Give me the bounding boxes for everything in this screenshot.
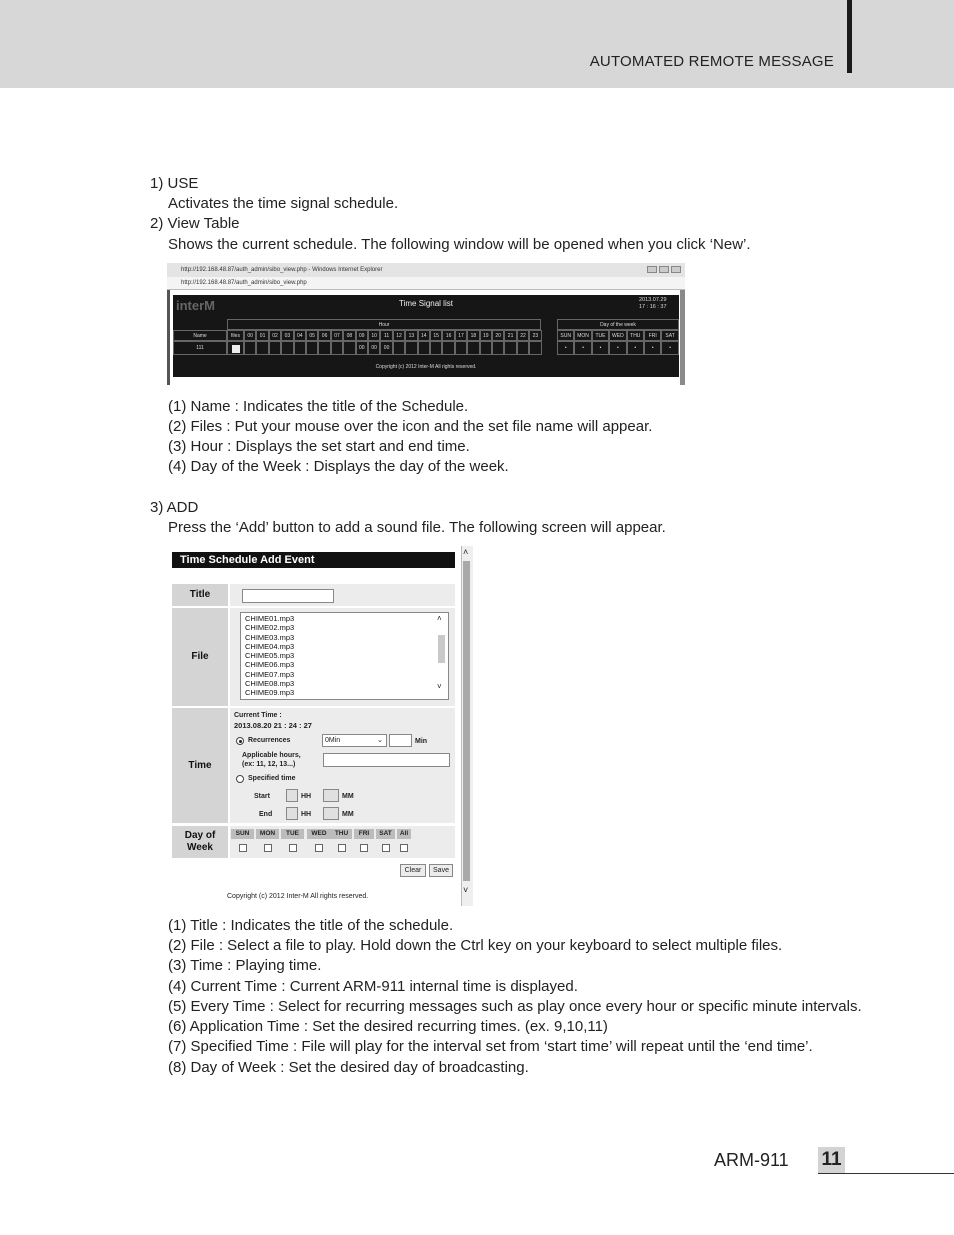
- hour-cell: [418, 341, 430, 355]
- hour-cell: [455, 341, 467, 355]
- clock-readout: [639, 297, 679, 311]
- hour-header-18: 18: [467, 330, 479, 341]
- music-note-icon[interactable]: [232, 345, 240, 353]
- file-option[interactable]: CHIME09.mp3: [245, 688, 295, 698]
- title-input[interactable]: [242, 589, 334, 603]
- file-label: File: [172, 608, 228, 706]
- files-column-header: files: [227, 330, 244, 341]
- hour-header-03: 03: [281, 330, 293, 341]
- day-group-header: Day of the week: [557, 319, 679, 330]
- day-header-fri: FRI: [644, 330, 661, 341]
- end-label: End: [259, 811, 273, 818]
- view-item-4: (4) Day of the Week : Displays the day of the week.: [168, 458, 509, 475]
- day-label-tue: TUE: [281, 829, 304, 839]
- chevron-down-icon[interactable]: ˅: [463, 885, 469, 895]
- day-of-week-label-line1: Day of: [184, 830, 216, 841]
- day-of-week-label: [172, 826, 228, 858]
- listbox-scroll-thumb[interactable]: [438, 635, 445, 663]
- header-title: AUTOMATED REMOTE MESSAGE: [589, 53, 834, 70]
- day-header-mon: MON: [574, 330, 591, 341]
- end-hh-label: HH: [301, 811, 312, 818]
- day-dot-icon: •: [661, 341, 678, 355]
- file-option[interactable]: CHIME03.mp3: [245, 632, 295, 642]
- hour-header-19: 19: [480, 330, 492, 341]
- specified-time-label: Specified time: [248, 775, 296, 782]
- section-use-heading: 1) USE: [150, 175, 199, 192]
- section-add-heading: 3) ADD: [150, 499, 199, 516]
- day-label-sun: SUN: [231, 829, 254, 839]
- day-dot-icon: •: [574, 341, 591, 355]
- hour-cell: [480, 341, 492, 355]
- browser-address-bar[interactable]: [167, 277, 685, 290]
- hour-cell: [269, 341, 281, 355]
- day-dot-icon: •: [609, 341, 626, 355]
- day-label-fri: FRI: [354, 829, 374, 839]
- add-item-6: (6) Application Time : Set the desired recurring times. (ex. 9,10,11): [168, 1018, 608, 1035]
- chevron-down-icon[interactable]: ˅: [437, 682, 442, 691]
- day-label-wed: WED: [307, 829, 331, 839]
- add-item-3: (3) Time : Playing time.: [168, 957, 322, 974]
- hour-cell: [504, 341, 516, 355]
- applicable-hours-label: Applicable hours,: [242, 752, 301, 759]
- hour-header-11: 11: [380, 330, 392, 341]
- hour-header-08: 08: [343, 330, 355, 341]
- day-checkbox-tue[interactable]: [289, 844, 297, 852]
- file-list: [245, 614, 294, 698]
- hour-cell: [393, 341, 405, 355]
- chevron-down-icon: ⌄: [377, 737, 383, 744]
- end-hour-input[interactable]: [286, 807, 298, 820]
- recurrence-select[interactable]: [322, 734, 387, 747]
- recurrences-label: Recurrences: [248, 737, 291, 744]
- save-button[interactable]: Save: [429, 864, 453, 877]
- minimize-icon[interactable]: [647, 266, 657, 273]
- logo: interM: [176, 298, 215, 313]
- file-option[interactable]: CHIME06.mp3: [245, 660, 295, 670]
- min-label: Min: [415, 738, 428, 745]
- add-event-heading: Time Schedule Add Event: [172, 552, 455, 568]
- add-item-5: (5) Every Time : Select for recurring messages such as play once every hour or specific minute intervals.: [168, 998, 862, 1015]
- hour-header-20: 20: [492, 330, 504, 341]
- hour-cell: [318, 341, 330, 355]
- row-files-cell: [227, 341, 244, 355]
- applicable-hours-example: (ex: 11, 12, 13...): [242, 761, 296, 768]
- list-copyright: Copyright (c) 2012 Inter-M All rights reserved.: [375, 364, 477, 370]
- add-item-1: (1) Title : Indicates the title of the schedule.: [168, 917, 454, 934]
- hour-header-10: 10: [368, 330, 380, 341]
- hour-cell: [430, 341, 442, 355]
- hour-header-04: 04: [294, 330, 306, 341]
- hour-cell: [294, 341, 306, 355]
- start-mm-label: MM: [342, 793, 354, 800]
- list-title: Time Signal list: [399, 299, 453, 308]
- add-item-8: (8) Day of Week : Set the desired day of broadcasting.: [168, 1059, 529, 1076]
- section-view-heading: 2) View Table: [150, 215, 240, 232]
- specified-time-radio[interactable]: [236, 775, 244, 783]
- day-dot-icon: •: [644, 341, 661, 355]
- start-minute-input[interactable]: [323, 789, 339, 802]
- day-label-sat: SAT: [376, 829, 395, 839]
- address-text: http://192.168.48.87/auth_admin/sibo_view.php: [181, 280, 307, 286]
- hour-cell: [529, 341, 541, 355]
- day-label-all: All: [397, 829, 411, 839]
- recurrence-minutes-input[interactable]: [389, 734, 412, 747]
- add-event-screenshot: [170, 546, 472, 906]
- applicable-hours-input[interactable]: [323, 753, 450, 767]
- day-header-thu: THU: [627, 330, 644, 341]
- hour-header-13: 13: [405, 330, 417, 341]
- hour-header-05: 05: [306, 330, 318, 341]
- chevron-up-icon[interactable]: ˄: [437, 614, 442, 623]
- hour-header-07: 07: [331, 330, 343, 341]
- file-option[interactable]: CHIME01.mp3: [245, 614, 295, 623]
- clock-date: 2013.07.29: [639, 297, 667, 303]
- close-icon[interactable]: [671, 266, 681, 273]
- recurrences-radio[interactable]: [236, 737, 244, 745]
- hour-cell: 00: [356, 341, 368, 355]
- hour-cell: 00: [380, 341, 392, 355]
- day-dot-icon: •: [592, 341, 609, 355]
- day-checkbox-fri[interactable]: [360, 844, 368, 852]
- hour-cell: [256, 341, 268, 355]
- hour-header-09: 09: [356, 330, 368, 341]
- hour-cell: [281, 341, 293, 355]
- hour-cell: [442, 341, 454, 355]
- day-header-sat: SAT: [661, 330, 678, 341]
- end-mm-label: MM: [342, 811, 354, 818]
- hour-header-14: 14: [418, 330, 430, 341]
- file-listbox[interactable]: [240, 612, 449, 700]
- add-item-7: (7) Specified Time : File will play for the interval set from ‘start time’ will repeat until the ‘end time’.: [168, 1038, 813, 1055]
- day-header-wed: WED: [609, 330, 626, 341]
- hour-group-header: Hour: [227, 319, 541, 330]
- start-label: Start: [254, 793, 270, 800]
- day-label-thu: THU: [331, 829, 352, 839]
- current-time-label: Current Time :: [234, 712, 282, 719]
- hour-cell: [244, 341, 256, 355]
- view-item-3: (3) Hour : Displays the set start and end time.: [168, 438, 470, 455]
- header-accent-bar: [847, 0, 852, 73]
- current-time-value: 2013.08.20 21 : 24 : 27: [234, 721, 312, 730]
- page-scroll-thumb[interactable]: [463, 561, 470, 881]
- footer-model: ARM-911: [714, 1150, 789, 1170]
- clock-time: 17 : 16 : 37: [639, 304, 667, 310]
- hour-cell: [343, 341, 355, 355]
- add-item-4: (4) Current Time : Current ARM-911 internal time is displayed.: [168, 978, 578, 995]
- chevron-up-icon[interactable]: ˄: [463, 547, 469, 557]
- day-dot-icon: •: [627, 341, 644, 355]
- view-item-1: (1) Name : Indicates the title of the Schedule.: [168, 398, 469, 415]
- hour-header-15: 15: [430, 330, 442, 341]
- hour-header-12: 12: [393, 330, 405, 341]
- day-checkbox-all[interactable]: [400, 844, 408, 852]
- time-signal-panel: [173, 295, 679, 377]
- hour-cell: [492, 341, 504, 355]
- view-item-2: (2) Files : Put your mouse over the icon and the set file name will appear.: [168, 418, 653, 435]
- browser-scrollbar[interactable]: [680, 290, 685, 385]
- hour-header-00: 00: [244, 330, 256, 341]
- section-use-body: Activates the time signal schedule.: [168, 195, 399, 212]
- add-item-2: (2) File : Select a file to play. Hold down the Ctrl key on your keyboard to select multiple files.: [168, 937, 783, 954]
- file-option[interactable]: CHIME08.mp3: [245, 679, 295, 689]
- hour-cell: [331, 341, 343, 355]
- maximize-icon[interactable]: [659, 266, 669, 273]
- day-dot-icon: •: [557, 341, 574, 355]
- file-option[interactable]: CHIME02.mp3: [245, 623, 295, 633]
- browser-title-bar: [167, 263, 685, 277]
- hour-cell: [405, 341, 417, 355]
- time-label: Time: [172, 708, 228, 823]
- hour-cell: [306, 341, 318, 355]
- title-label: Title: [172, 584, 228, 606]
- start-hh-label: HH: [301, 793, 312, 800]
- hour-header-23: 23: [529, 330, 541, 341]
- listbox-scrollbar[interactable]: [437, 615, 446, 697]
- browser-title-text: http://192.168.48.87/auth_admin/sibo_view.php - Windows Internet Explorer: [181, 267, 383, 273]
- hour-header-02: 02: [269, 330, 281, 341]
- hour-cell: [467, 341, 479, 355]
- file-option[interactable]: CHIME07.mp3: [245, 669, 295, 679]
- recurrence-selected-value: 0Min: [325, 737, 341, 744]
- footer-rule: [818, 1173, 954, 1174]
- day-checkbox-sat[interactable]: [382, 844, 390, 852]
- time-signal-list-screenshot: [167, 263, 685, 385]
- hour-header-17: 17: [455, 330, 467, 341]
- end-minute-input[interactable]: [323, 807, 339, 820]
- section-add-body: Press the ‘Add’ button to add a sound file. The following screen will appear.: [168, 519, 666, 536]
- clear-button[interactable]: Clear: [400, 864, 426, 877]
- file-option[interactable]: CHIME04.mp3: [245, 641, 295, 651]
- hour-header-16: 16: [442, 330, 454, 341]
- day-checkbox-mon[interactable]: [264, 844, 272, 852]
- hour-header-22: 22: [517, 330, 529, 341]
- start-hour-input[interactable]: [286, 789, 298, 802]
- hour-cell: [517, 341, 529, 355]
- file-option[interactable]: CHIME05.mp3: [245, 651, 295, 661]
- day-label-mon: MON: [256, 829, 279, 839]
- row-name: 111: [173, 341, 227, 355]
- hour-header-06: 06: [318, 330, 330, 341]
- page-number: 11: [818, 1147, 845, 1173]
- hour-header-21: 21: [504, 330, 516, 341]
- hour-header-01: 01: [256, 330, 268, 341]
- hour-cell: 00: [368, 341, 380, 355]
- day-of-week-label-line2: Week: [187, 842, 213, 853]
- add-event-copyright: Copyright (c) 2012 Inter-M All rights reserved.: [227, 893, 369, 900]
- day-checkbox-thu[interactable]: [338, 844, 346, 852]
- day-header-tue: TUE: [592, 330, 609, 341]
- page-header: [0, 0, 954, 88]
- section-view-body: Shows the current schedule. The following window will be opened when you click ‘New’.: [168, 236, 751, 253]
- window-controls: [647, 266, 681, 273]
- name-column-header: Name: [173, 330, 227, 341]
- day-checkbox-sun[interactable]: [239, 844, 247, 852]
- day-checkbox-wed[interactable]: [315, 844, 323, 852]
- day-header-sun: SUN: [557, 330, 574, 341]
